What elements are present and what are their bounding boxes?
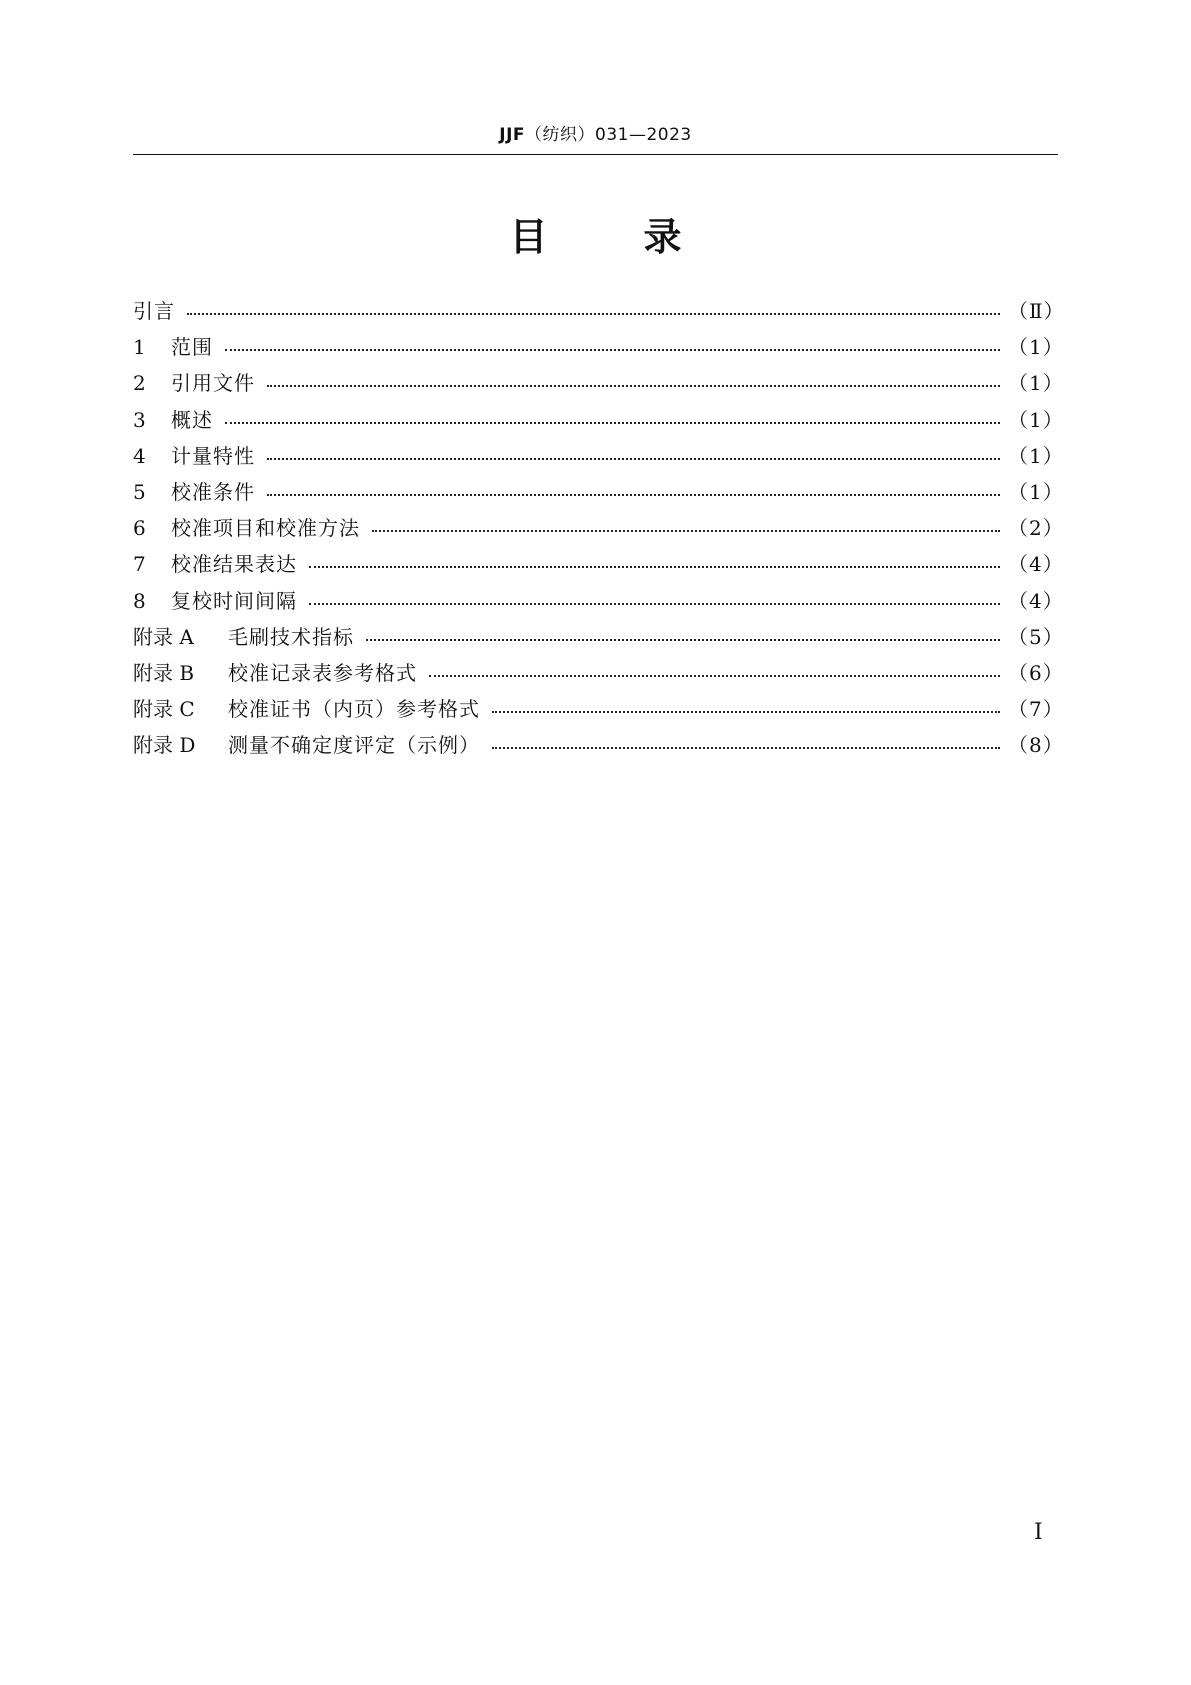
toc-entry-number: 附录 C [133, 697, 195, 722]
toc-entry-section-4[interactable] [133, 440, 1064, 476]
toc-entry-page: （8） [1008, 733, 1064, 758]
toc-entry-appendix-b[interactable] [133, 657, 1064, 693]
dot-leader [267, 443, 1000, 463]
toc-entry-page: （1） [1008, 443, 1064, 468]
toc-entry-page: （1） [1008, 479, 1064, 504]
dot-leader [372, 515, 1000, 535]
toc-entry-page: （1） [1008, 335, 1064, 360]
toc-entry-section-7[interactable] [133, 548, 1064, 584]
toc-entry-page: （4） [1008, 552, 1064, 577]
table-of-contents [133, 295, 1065, 765]
dot-leader [492, 696, 1000, 716]
standard-number: （纺织）031—2023 [525, 125, 692, 145]
toc-entry-section-6[interactable] [133, 512, 1064, 548]
toc-entry-number: 附录 A [133, 624, 194, 649]
toc-entry-number: 附录 D [133, 733, 196, 758]
toc-entry-number: 8 [133, 588, 146, 613]
dot-leader [267, 370, 1000, 390]
toc-entry-number: 2 [133, 371, 146, 396]
toc-entry-label: 引言 [133, 299, 175, 323]
toc-entry-label: 校准记录表参考格式 [228, 660, 417, 685]
toc-entry-section-5[interactable] [133, 476, 1064, 512]
toc-title-char-2: 录 [643, 215, 682, 259]
toc-entry-label: 校准项目和校准方法 [171, 516, 360, 541]
toc-entry-number: 5 [133, 479, 146, 504]
page-number: Ⅰ [1034, 1520, 1043, 1545]
dot-leader [429, 660, 1000, 680]
dot-leader [309, 551, 1000, 571]
dot-leader [225, 334, 1000, 354]
toc-entry-label: 校准证书（内页）参考格式 [228, 697, 480, 722]
toc-entry-foreword[interactable] [133, 295, 1065, 331]
toc-entry-label: 复校时间间隔 [171, 588, 297, 613]
toc-entry-section-8[interactable] [133, 585, 1064, 621]
toc-entry-label: 毛刷技术指标 [228, 624, 354, 649]
toc-entry-label: 计量特性 [171, 443, 255, 468]
toc-entry-number: 3 [133, 407, 146, 432]
toc-title [133, 206, 1058, 261]
toc-entry-appendix-a[interactable] [133, 621, 1064, 657]
toc-entry-label: 概述 [171, 407, 213, 432]
toc-entry-page: （6） [1008, 660, 1064, 685]
toc-entry-number: 6 [133, 516, 146, 541]
toc-entry-appendix-c[interactable] [133, 693, 1064, 729]
toc-entry-page: （4） [1008, 588, 1064, 613]
header-divider [133, 154, 1058, 155]
toc-entry-number: 4 [133, 443, 146, 468]
toc-entry-number: 1 [133, 335, 146, 360]
toc-entry-page: （7） [1008, 697, 1064, 722]
toc-entry-label: 校准条件 [171, 479, 255, 504]
toc-entry-section-2[interactable] [133, 367, 1064, 403]
dot-leader [309, 588, 1000, 608]
toc-entry-number: 附录 B [133, 660, 195, 685]
toc-entry-label: 范围 [171, 335, 213, 360]
toc-entry-number: 7 [133, 552, 146, 577]
dot-leader [492, 732, 1000, 752]
dot-leader [366, 624, 1000, 644]
toc-entry-page: （5） [1008, 624, 1064, 649]
toc-entry-page: （1） [1008, 407, 1064, 432]
toc-title-char-1: 目 [509, 215, 548, 259]
running-header [133, 120, 1058, 145]
dot-leader [267, 479, 1000, 499]
toc-entry-page: （2） [1008, 516, 1064, 541]
toc-entry-page: （1） [1008, 371, 1064, 396]
toc-entry-section-1[interactable] [133, 331, 1064, 367]
toc-entry-label: 校准结果表达 [171, 552, 297, 577]
toc-entry-section-3[interactable] [133, 404, 1064, 440]
standard-code: JJF [499, 125, 526, 145]
dot-leader [225, 407, 1000, 427]
toc-entry-label: 引用文件 [171, 371, 255, 396]
toc-entry-label: 测量不确定度评定（示例） [228, 733, 480, 758]
dot-leader [187, 298, 1000, 318]
toc-entry-page: （Ⅱ） [1008, 299, 1065, 323]
toc-entry-appendix-d[interactable] [133, 729, 1064, 765]
